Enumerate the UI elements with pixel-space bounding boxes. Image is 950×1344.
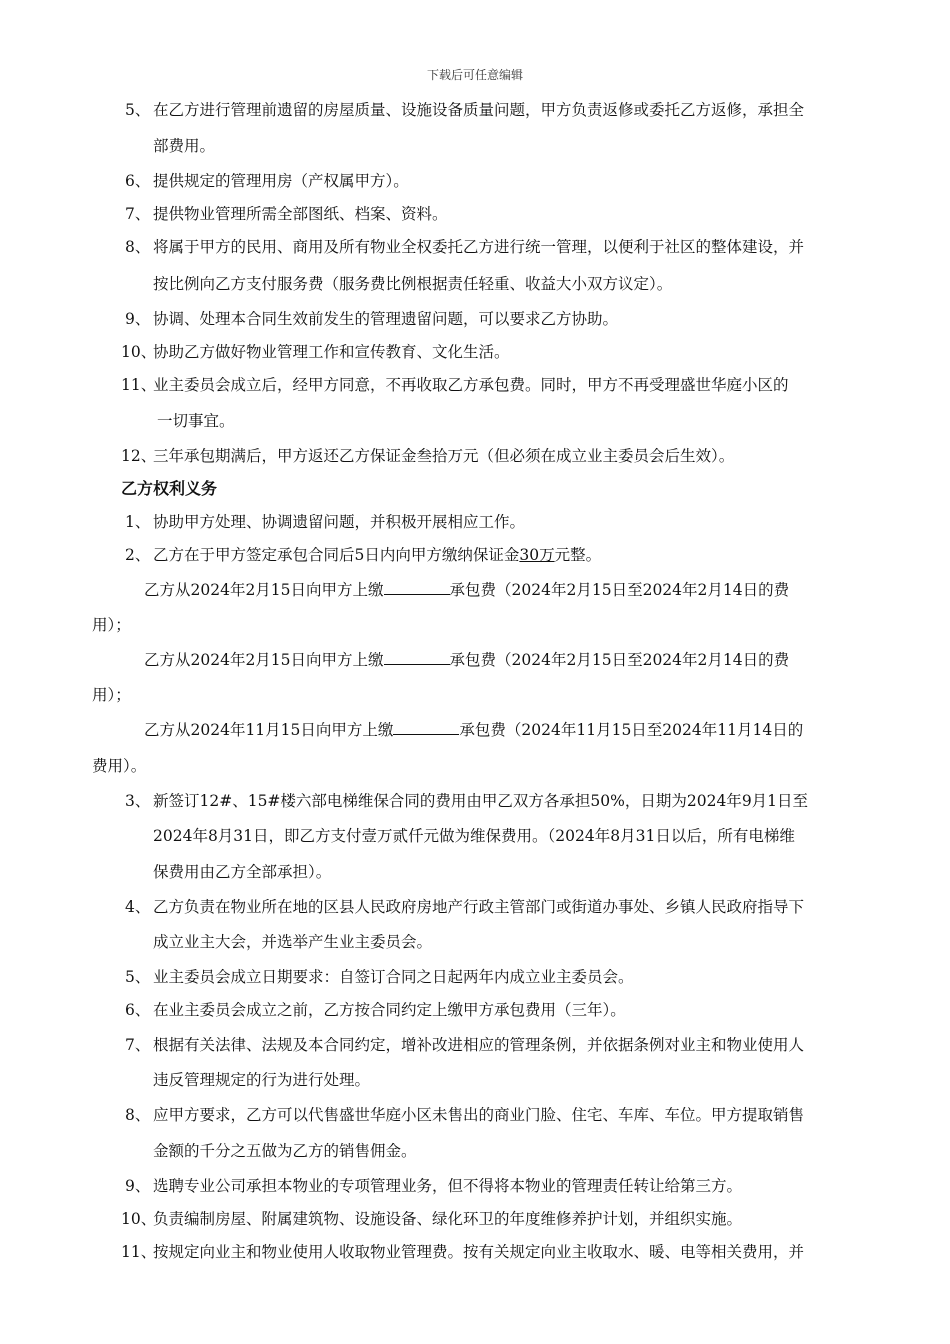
deposit-amount: 30万 bbox=[519, 546, 555, 564]
list-item-num: 4、 bbox=[125, 898, 151, 916]
list-item-num: 10、 bbox=[121, 343, 157, 361]
deposit-suffix: 元整。 bbox=[554, 546, 602, 564]
list-item-text: 新签订12#、15#楼六部电梯维保合同的费用由甲乙双方各承担50%，日期为2024年9月1日至 bbox=[153, 792, 809, 810]
list-item-num: 6、 bbox=[125, 172, 151, 190]
list-item-num: 11、 bbox=[121, 1243, 157, 1261]
list-item-text: 部费用。 bbox=[153, 137, 216, 155]
list-item-num: 12、 bbox=[121, 447, 157, 465]
list-item-text: 保费用由乙方全部承担）。 bbox=[153, 863, 332, 881]
list-item-text: 选聘专业公司承担本物业的专项管理业务，但不得将本物业的管理责任转让给第三方。 bbox=[153, 1177, 743, 1195]
payment-post: 承包费（2024年2月15日至2024年2月14日的费 bbox=[449, 651, 790, 669]
list-item-num: 3、 bbox=[125, 792, 151, 810]
payment-pre: 乙方从2024年2月15日向甲方上缴 bbox=[144, 581, 384, 599]
section-heading: 乙方权利义务 bbox=[121, 479, 218, 498]
list-item-num: 5、 bbox=[125, 968, 151, 986]
payment-line-cont: 用）； bbox=[92, 686, 131, 704]
payment-line bbox=[144, 720, 803, 740]
payment-pre: 乙方从2024年2月15日向甲方上缴 bbox=[144, 651, 384, 669]
list-item-text: 按比例向乙方支付服务费（服务费比例根据责任轻重、收益大小双方议定）。 bbox=[153, 275, 673, 293]
list-item-text bbox=[153, 545, 601, 565]
list-item-text: 成立业主大会，并选举产生业主委员会。 bbox=[153, 933, 433, 951]
list-item-num: 8、 bbox=[125, 1106, 151, 1124]
list-item-text: 将属于甲方的民用、商用及所有物业全权委托乙方进行统一管理，以便利于社区的整体建设，并 bbox=[153, 238, 805, 256]
blank-field bbox=[384, 650, 450, 665]
payment-line bbox=[144, 580, 789, 600]
list-item-text: 按规定向业主和物业使用人收取物业管理费。按有关规定向业主收取水、暖、电等相关费用，并 bbox=[153, 1243, 805, 1261]
list-item-text: 提供规定的管理用房（产权属甲方）。 bbox=[153, 172, 409, 190]
list-item-text: 根据有关法律、法规及本合同约定，增补改进相应的管理条例，并依据条例对业主和物业使用人 bbox=[153, 1036, 805, 1054]
payment-line bbox=[144, 650, 789, 670]
list-item-num: 7、 bbox=[125, 205, 151, 223]
payment-line-cont: 费用）。 bbox=[92, 757, 147, 775]
list-item-text: 金额的千分之五做为乙方的销售佣金。 bbox=[153, 1142, 417, 1160]
list-item-text: 乙方负责在物业所在地的区县人民政府房地产行政主管部门或街道办事处、乡镇人民政府指导下 bbox=[153, 898, 805, 916]
list-item-text: 业主委员会成立日期要求：自签订合同之日起两年内成立业主委员会。 bbox=[153, 968, 634, 986]
blank-field bbox=[384, 580, 450, 595]
list-item-text: 三年承包期满后，甲方返还乙方保证金叁拾万元（但必须在成立业主委员会后生效）。 bbox=[153, 447, 735, 465]
list-item-text: 在乙方进行管理前遗留的房屋质量、设施设备质量问题，甲方负责返修或委托乙方返修，承担全 bbox=[153, 101, 805, 119]
list-item-text: 协助甲方处理、协调遗留问题，并积极开展相应工作。 bbox=[153, 513, 526, 531]
list-item-text: 在业主委员会成立之前，乙方按合同约定上缴甲方承包费用（三年）。 bbox=[153, 1001, 626, 1019]
payment-pre: 乙方从2024年11月15日向甲方上缴 bbox=[144, 721, 394, 739]
deposit-text: 乙方在于甲方签定承包合同后5日内向甲方缴纳保证金 bbox=[153, 546, 520, 564]
payment-line-cont: 用）； bbox=[92, 616, 131, 634]
list-item-num: 6、 bbox=[125, 1001, 151, 1019]
list-item-text: 协助乙方做好物业管理工作和宣传教育、文化生活。 bbox=[153, 343, 510, 361]
payment-post: 承包费（2024年2月15日至2024年2月14日的费 bbox=[449, 581, 790, 599]
list-item-num: 8、 bbox=[125, 238, 151, 256]
list-item-text: 一切事宜。 bbox=[157, 412, 235, 430]
list-item-text: 协调、处理本合同生效前发生的管理遗留问题，可以要求乙方协助。 bbox=[153, 310, 619, 328]
list-item-text: 负责编制房屋、附属建筑物、设施设备、绿化环卫的年度维修养护计划，并组织实施。 bbox=[153, 1210, 743, 1228]
list-item-text: 提供物业管理所需全部图纸、档案、资料。 bbox=[153, 205, 448, 223]
list-item-num: 11、 bbox=[121, 376, 157, 394]
blank-field bbox=[393, 720, 459, 735]
list-item-num: 5、 bbox=[125, 101, 151, 119]
payment-post: 承包费（2024年11月15日至2024年11月14日的 bbox=[459, 721, 804, 739]
list-item-num: 7、 bbox=[125, 1036, 151, 1054]
page-header: 下载后可任意编辑 bbox=[426, 68, 523, 82]
list-item-num: 9、 bbox=[125, 310, 151, 328]
list-item-text: 2024年8月31日，即乙方支付壹万贰仟元做为维保费用。（2024年8月31日以后，所有电梯维 bbox=[153, 827, 795, 845]
list-item-text: 违反管理规定的行为进行处理。 bbox=[153, 1071, 371, 1089]
list-item-num: 1、 bbox=[125, 513, 151, 531]
list-item-text: 业主委员会成立后，经甲方同意，不再收取乙方承包费。同时，甲方不再受理盛世华庭小区的 bbox=[153, 376, 789, 394]
list-item-num: 9、 bbox=[125, 1177, 151, 1195]
list-item-num: 10、 bbox=[121, 1210, 157, 1228]
list-item-num: 2、 bbox=[125, 546, 151, 564]
list-item-text: 应甲方要求，乙方可以代售盛世华庭小区未售出的商业门脸、住宅、车库、车位。甲方提取销售 bbox=[153, 1106, 805, 1124]
